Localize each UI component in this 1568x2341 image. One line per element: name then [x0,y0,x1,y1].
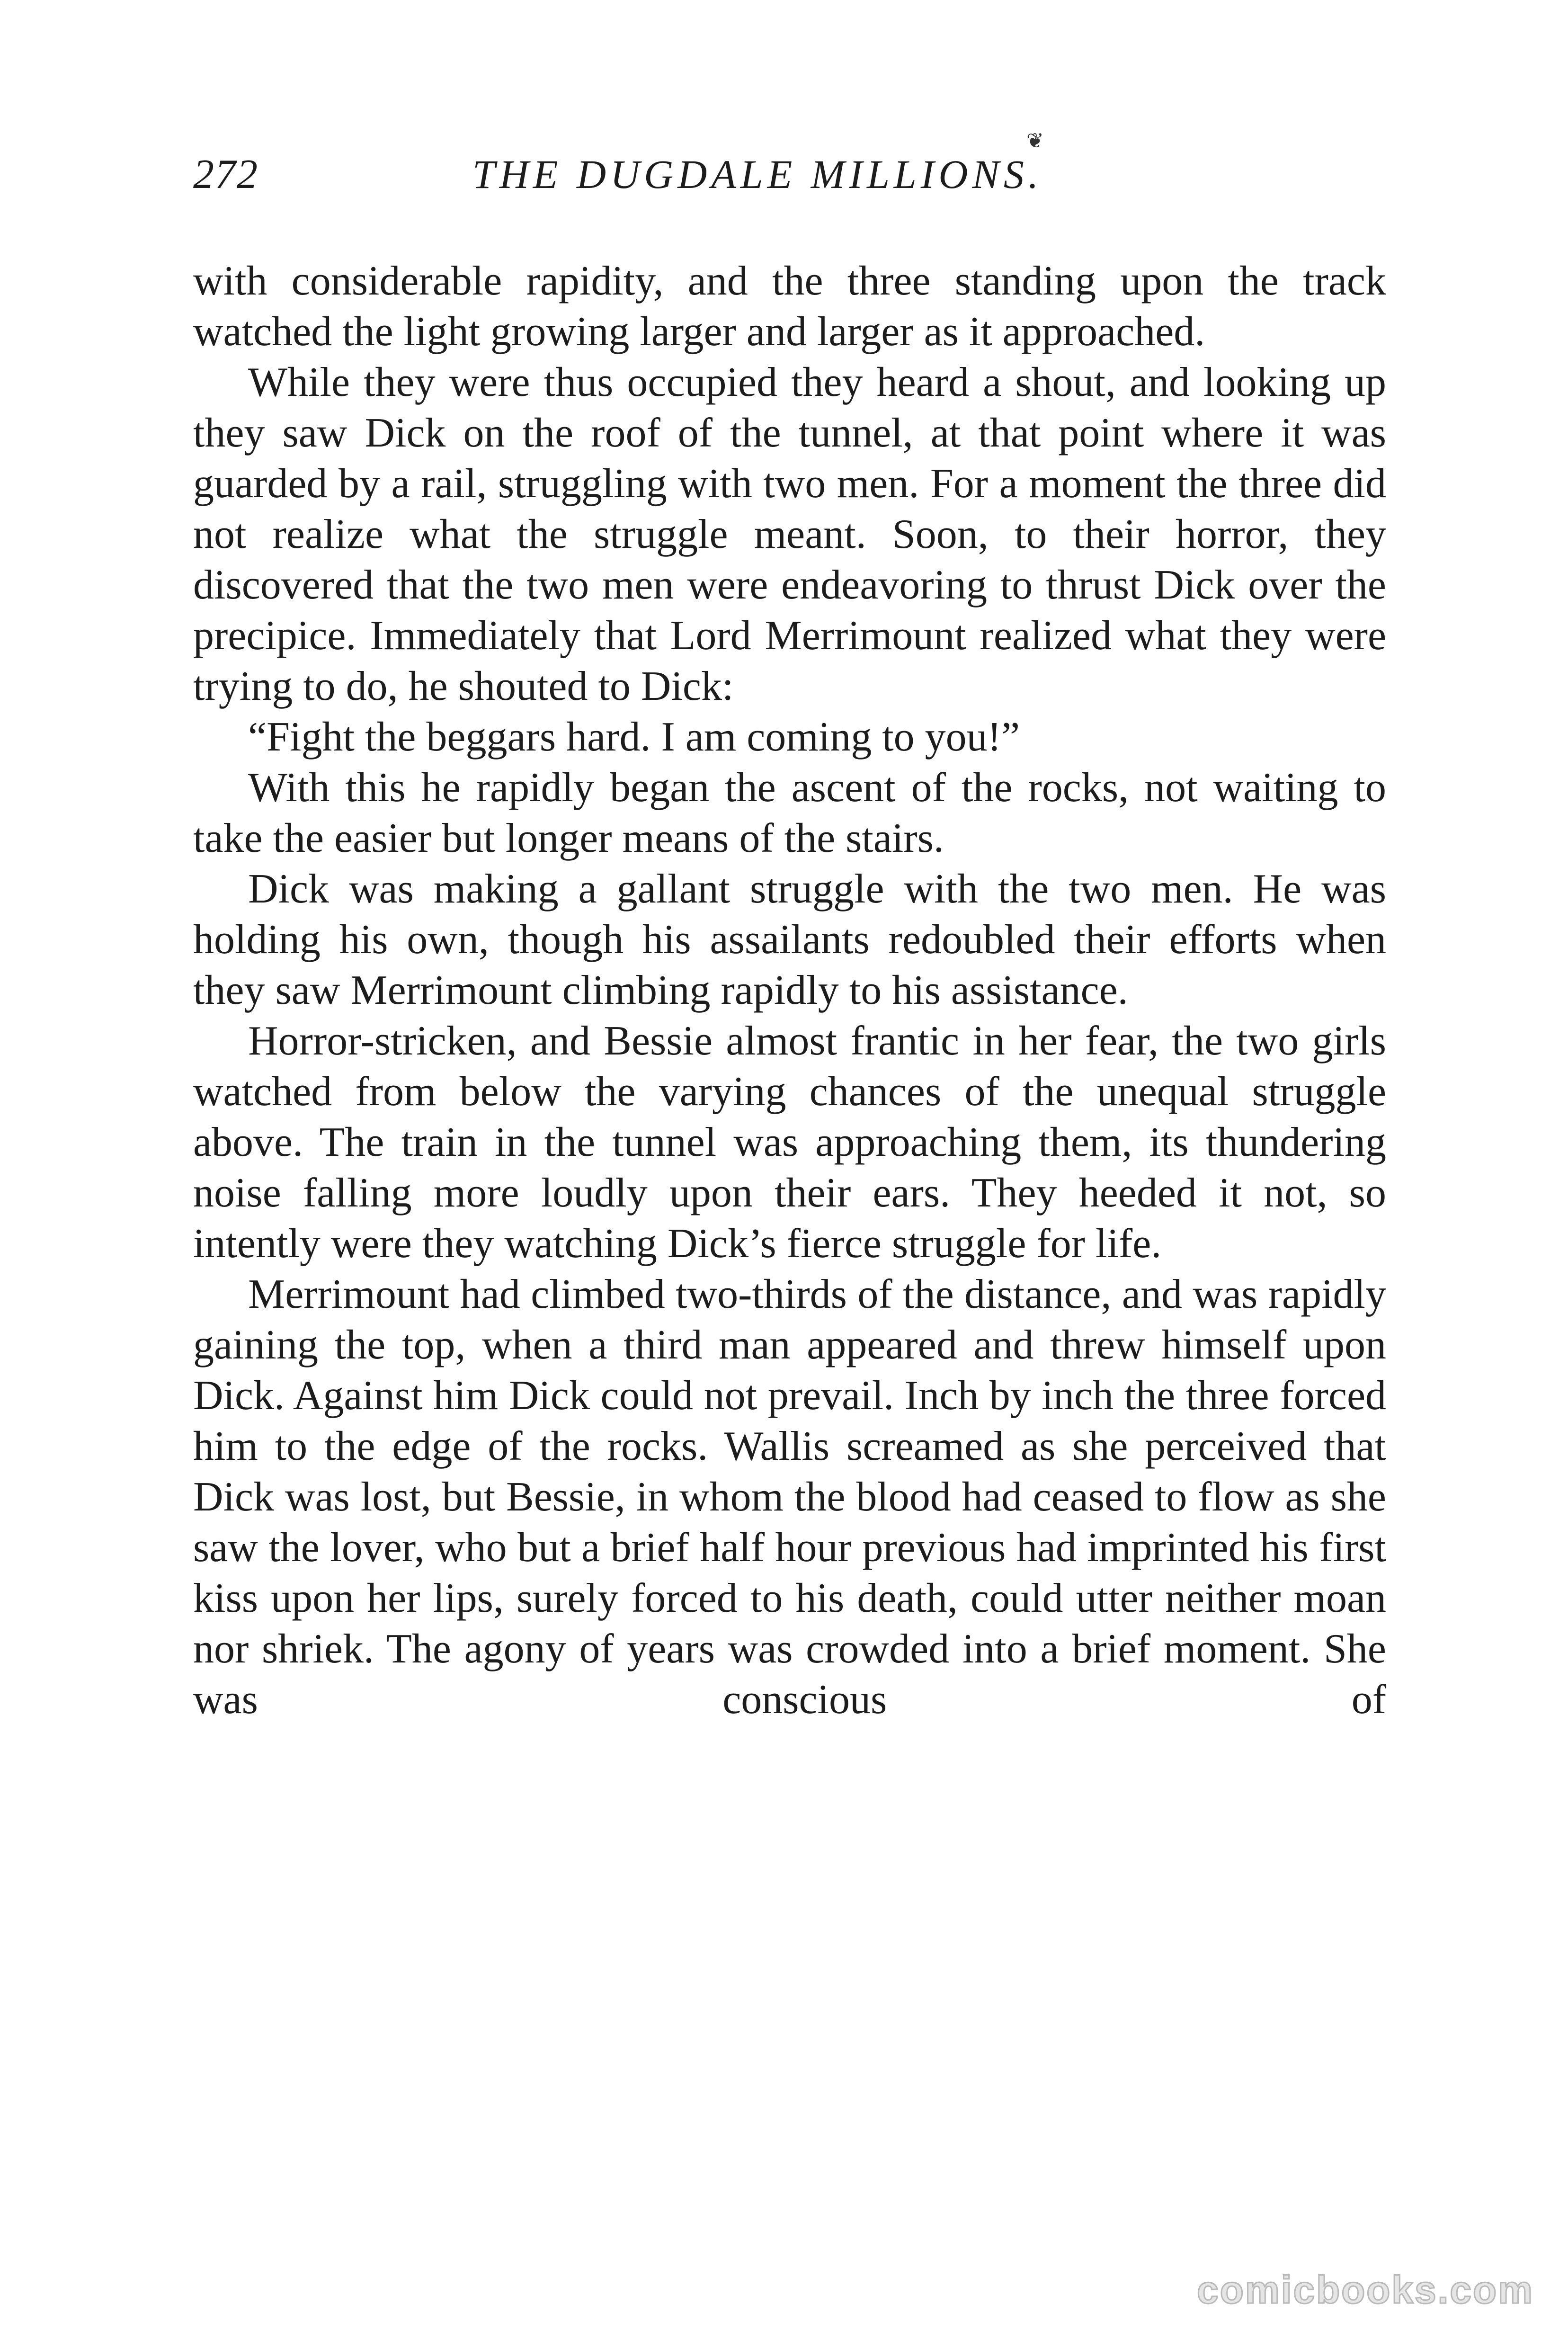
running-title: THE DUGDALE MILLIONS. [472,152,1043,197]
paragraph: While they were thus occupied they heard a shout, and looking up they saw Dick on the roof of the tunnel, at that point where it was guarded by a rail, struggling with two men. For a moment the three did not realize what the struggle meant. Soon, to their horror, they discovered that the two men were endeavoring to thrust Dick over the precipice. Immediately that Lord Merrimount realized what they were trying to do, he shouted to Dick: [193,359,1386,709]
print-mark: ❦ [1026,129,1044,152]
paragraph: With this he rapidly began the ascent of the rocks, not waiting to take the easier but longer means of the stairs. [193,765,1386,861]
paragraph: with considerable rapidity, and the three standing upon the track watched the light growing larger and larger as it approached. [193,258,1386,355]
paragraph: Horror-stricken, and Bessie almost frantic in her fear, the two girls watched from below the varying chances of the unequal struggle above. The train in the tunnel was approaching them, its thundering noise falling more loudly upon their ears. They heeded it not, so intently were they watching Dick’s fierce struggle for life. [193,1018,1386,1267]
page-number: 272 [193,152,258,197]
watermark: comicbooks.com [1197,2269,1534,2312]
paragraph: Dick was making a gallant struggle with the two men. He was holding his own, though his assailants redoubled their efforts when they saw Merrimount climbing rapidly to his assistance. [193,866,1386,1013]
paragraph: Merrimount had climbed two-thirds of the distance, and was rapidly gaining the top, when a third man appeared and threw himself upon Dick. Against him Dick could not prevail. Inch by inch the three forced him to the edge of the rocks. Wallis screamed as she perceived that Dick was lost, but Bessie, in whom the blood had ceased to flow as she saw the lover, who but a brief half hour previous had imprinted his first kiss upon her lips, surely forced to his death, could utter neither moan nor shriek. The agony of years was crowded into a brief moment. She was conscious of [193,1271,1386,1723]
body-text [193,256,1386,1725]
paragraph: “Fight the beggars hard. I am coming to you!” [248,714,1020,760]
page-header [193,151,1386,207]
